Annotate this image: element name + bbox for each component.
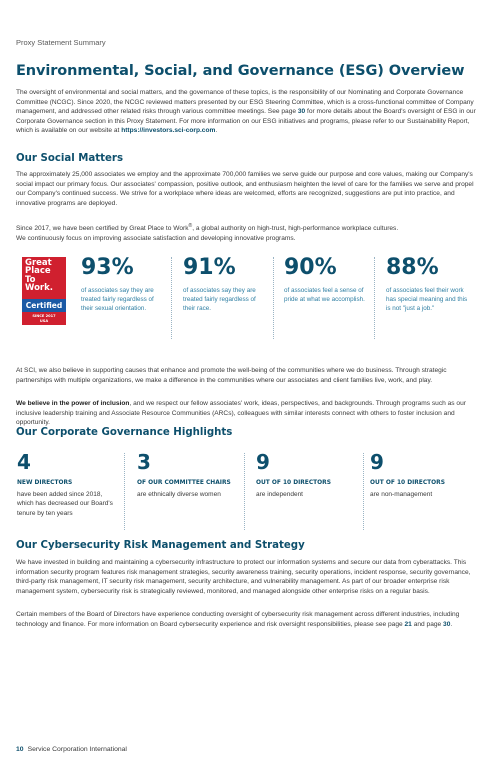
cyber-text-b: and page xyxy=(411,620,444,628)
governance-label: OUT OF 10 DIRECTORS xyxy=(370,480,445,486)
company-name: Service Corporation International xyxy=(27,746,127,753)
governance-item xyxy=(136,450,245,530)
governance-item xyxy=(255,450,364,530)
esg-intro-text-3: . xyxy=(215,127,218,135)
governance-highlights xyxy=(16,450,484,530)
governance-item xyxy=(369,450,477,530)
social-paragraph-1: The approximately 25,000 associates we employ and the approximate 700,000 families we serve guide our purpose and core values, making our Company's social impact our primary focus. Our associates' compassion, positive outlook, and enthusiasm heighten the level of care for the families we serve and propel our Company's continued success. We strive for a workplace where ideas are welcomed, efforts are recognized, suggestions are put into practice, and innovative programs are deployed. xyxy=(16,171,474,207)
stat-value: 90% xyxy=(284,255,337,280)
governance-label: NEW DIRECTORS xyxy=(17,480,73,486)
stat-value: 93% xyxy=(81,255,134,280)
badge-since: SINCE 2017 USA xyxy=(32,314,56,323)
governance-text: are non-management xyxy=(370,491,433,498)
community-paragraph: At SCI, we also believe in supporting causes that enhance and promote the well-being of the communities where we do business. Through strategic partnerships with multiple organizations, we make a difference in the communities where our associates and client families live, work, and play. xyxy=(16,367,447,384)
page-title: Environmental, Social, and Governance (ESG) Overview xyxy=(16,63,465,79)
stat-value: 88% xyxy=(386,255,439,280)
stat-description: of associates say they are treated fairly regardless of their sexual orientation. xyxy=(81,287,154,312)
governance-item xyxy=(16,450,125,530)
stat-value: 91% xyxy=(183,255,236,280)
stat-description: of associates feel a sense of pride at what we accomplish. xyxy=(284,287,365,303)
cybersecurity-paragraph-1: We have invested in building and maintaining a cybersecurity infrastructure to protect our information systems and secure our data from cyberattacks. This information security program features risk management strategies, security awareness training, security operations, incident response, security governance, third-party risk management, IT security risk management, security architecture, and vulnerability management. As part of our broader enterprise risk management system, cybersecurity risk is strategically reviewed, monitored, and managed alongside other enterprise risks on a regular basis. xyxy=(16,559,471,595)
cybersecurity-paragraph-2 xyxy=(16,610,484,629)
governance-value: 3 xyxy=(137,450,151,474)
stat-card xyxy=(181,257,274,339)
page-footer xyxy=(16,746,127,753)
cyber-text-a: Certain members of the Board of Directors have experience conducting oversight of cybersecurity risk management across different industries, including technology and finance. For more information on Board cybersecurity experience and risk oversight responsibilities, please see page xyxy=(16,611,460,628)
inclusion-lead: We believe in the power of inclusion xyxy=(16,400,130,407)
governance-text: are independent xyxy=(256,491,303,498)
page-ref-link[interactable]: 30 xyxy=(297,108,306,116)
gptw-text-a: Since 2017, we have been certified by Great Place to Work xyxy=(16,225,189,233)
page-number: 10 xyxy=(16,746,24,753)
governance-label: OF OUR COMMITTEE CHAIRS xyxy=(137,480,231,486)
gptw-text-b: , a global authority on high-trust, high-performance workplace cultures. xyxy=(192,225,399,233)
page-ref-link[interactable]: 21 xyxy=(404,620,412,628)
running-head: Proxy Statement Summary xyxy=(16,38,106,47)
governance-heading: Our Corporate Governance Highlights xyxy=(16,427,233,438)
registered-mark: ® xyxy=(188,223,193,229)
cybersecurity-heading: Our Cybersecurity Risk Management and Strategy xyxy=(16,540,305,551)
governance-text: are ethnically diverse women xyxy=(137,491,221,498)
social-heading: Our Social Matters xyxy=(16,153,124,164)
stat-card xyxy=(384,257,476,339)
stat-card xyxy=(79,257,172,339)
stat-description: of associates say they are treated fairly regardless of their race. xyxy=(183,287,256,312)
badge-wordmark: Great Place To Work. xyxy=(25,258,53,293)
esg-intro-text-2: for more details about the Board's oversight of ESG in our Corporate Governance section in this Proxy Statement. For more information on our ESG initiatives and programs, please refer to our Sustainability Report, which is available on our website at xyxy=(16,108,476,135)
inclusion-paragraph xyxy=(16,399,484,428)
badge-certified: Certified xyxy=(22,299,66,312)
stat-card xyxy=(282,257,375,339)
gptw-text-c: We continuously focus on improving associate satisfaction and developing innovative programs. xyxy=(16,234,296,242)
governance-label: OUT OF 10 DIRECTORS xyxy=(256,480,331,486)
associate-stats xyxy=(16,257,484,357)
social-paragraph-2 xyxy=(16,222,484,243)
cyber-text-c: . xyxy=(450,620,453,628)
esg-intro-text-1: The oversight of environmental and social matters, and the governance of these topics, is the responsibility of our Nominating and Corporate Governance Committee (NCGC). Since 2020, the NCGC reviewed matters presented by our ESG Steering Committee, which is a cross-functional committee of Company management, and addressed other related risks through various committee meetings. See page xyxy=(16,89,474,116)
inclusion-rest: , and we respect our fellow associates' work, ideas, perspectives, and backgrounds. Through programs such as our inclusive leadership training and Associate Resource Communities (ARCs), colleagues with similar interests connect with others to foster inclusion and opportunity. xyxy=(16,400,466,427)
governance-value: 9 xyxy=(370,450,384,474)
esg-intro-paragraph xyxy=(16,88,484,136)
page-ref-link[interactable]: 30 xyxy=(443,620,451,628)
great-place-to-work-badge xyxy=(22,257,66,325)
governance-text: have been added since 2018, which has decreased our Board's tenure by ten years xyxy=(17,491,113,517)
governance-value: 4 xyxy=(17,450,31,474)
investors-url-link[interactable]: https://investors.sci-corp.com xyxy=(121,127,216,135)
governance-value: 9 xyxy=(256,450,270,474)
stat-description: of associates feel their work has special meaning and this is not "just a job." xyxy=(386,287,468,312)
